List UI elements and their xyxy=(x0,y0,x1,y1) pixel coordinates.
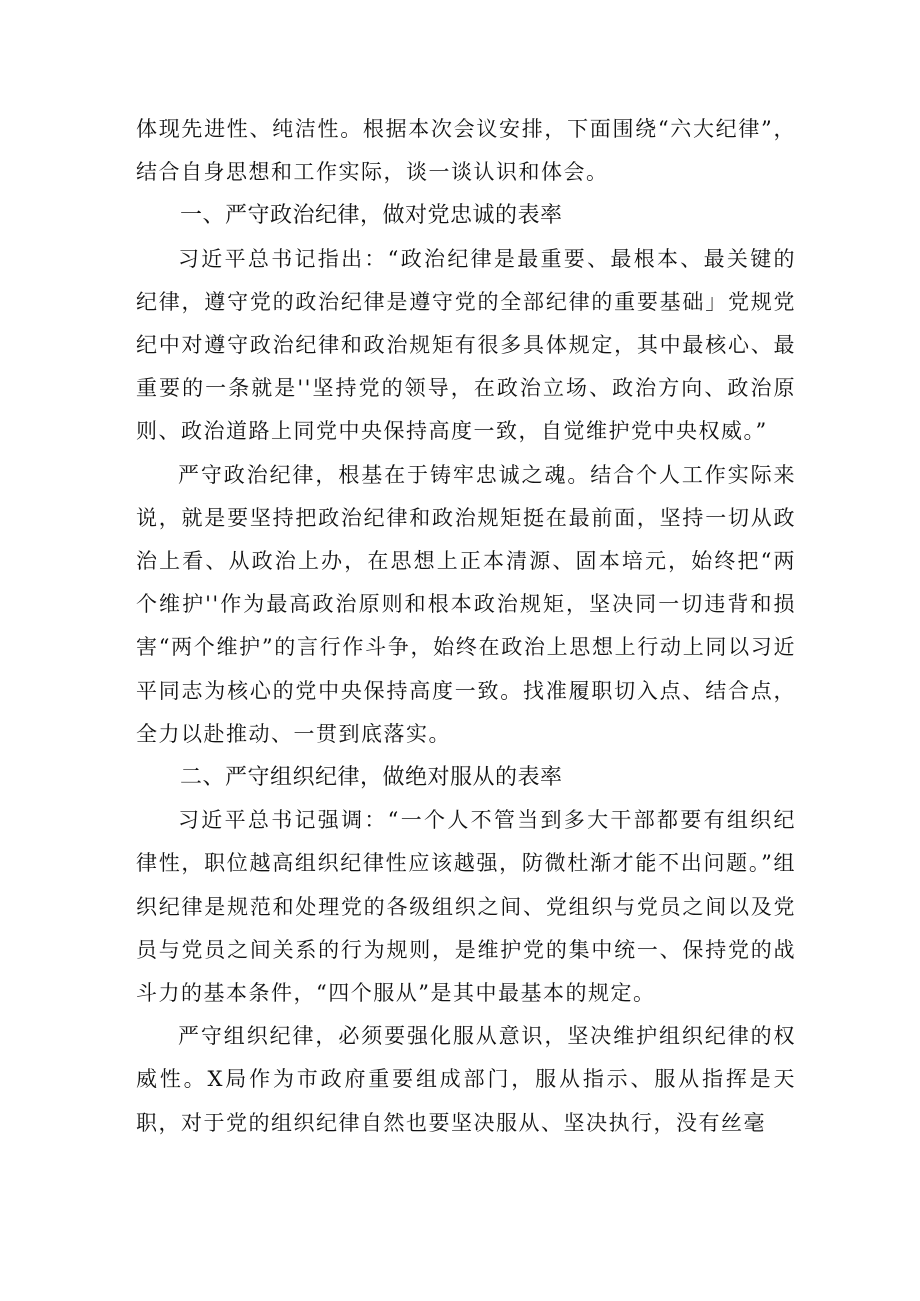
paragraph-political-quote: 习近平总书记指出：“政治纪律是最重要、最根本、最关键的纪律，遵守党的政治纪律是遵守党的全部纪律的重要基础」党规党纪中对遵守政治纪律和政治规矩有很多具体规定，其中最核心、最重要的一条就是''坚持党的领导，在政治立场、政治方向、政治原则、政治道路上同党中央保持高度一致，自觉维护党中央权威。” xyxy=(136,246,796,444)
section-heading-political-discipline: 一、严守政治纪律，做对党忠诚的表率 xyxy=(180,203,563,229)
paragraph-organizational-quote: 习近平总书记强调：“一个人不管当到多大干部都要有组织纪律性，职位越高组织纪律性应该越强，防微杜渐才能不出问题。”组织纪律是规范和处理党的各级组织之间、党组织与党员之间以及党员与党员之间关系的行为规则，是维护党的集中统一、保持党的战斗力的基本条件，“四个服从”是其中最基本的规定。 xyxy=(136,808,796,1006)
section-heading-organizational-discipline: 二、严守组织纪律，做绝对服从的表率 xyxy=(180,765,563,791)
document-body xyxy=(136,108,796,1145)
paragraph-intro: 体现先进性、纯洁性。根据本次会议安排，下面围绕“六大纪律”，结合自身思想和工作实际，谈一谈认识和体会。 xyxy=(136,117,796,185)
paragraph-organizational-practice: 严守组织纪律，必须要强化服从意识，坚决维护组织纪律的权威性。X局作为市政府重要组成部门，服从指示、服从指挥是天职，对于党的组织纪律自然也要坚决服从、坚决执行，没有丝毫 xyxy=(136,1024,796,1135)
paragraph-political-practice: 严守政治纪律，根基在于铸牢忠诚之魂。结合个人工作实际来说，就是要坚持把政治纪律和政治规矩挺在最前面，坚持一切从政治上看、从政治上办，在思想上正本清源、固本培元，始终把“两个维护''作为最高政治原则和根本政治规矩，坚决同一切违背和损害“两个维护”的言行作斗争，始终在政治上思想上行动上同以习近平同志为核心的党中央保持高度一致。找准履职切入点、结合点，全力以赴推动、一贯到底落实。 xyxy=(136,462,796,746)
